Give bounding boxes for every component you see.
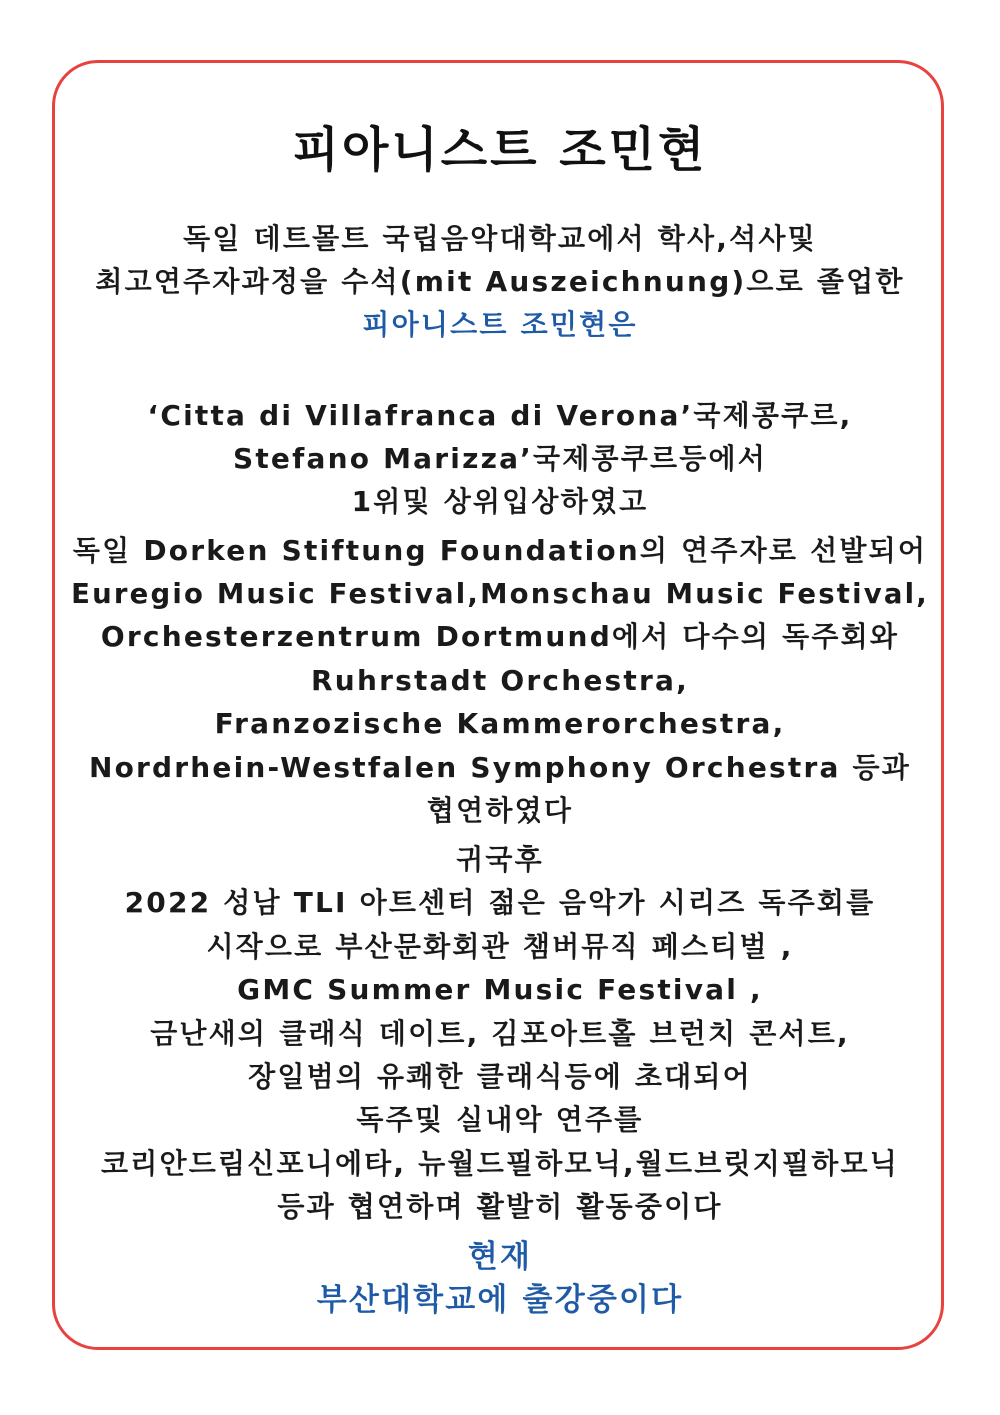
germany-line-4: Ruhrstadt Orchestra,	[311, 664, 689, 697]
current-line-1: 현재	[467, 1239, 533, 1275]
intro-line-1: 독일 데트몰트 국립음악대학교에서 학사,석사및	[183, 222, 817, 255]
competition-line-1: ‘Citta di Villafranca di Verona’국제콩쿠르,	[147, 399, 853, 432]
germany-line-7: 협연하였다	[426, 794, 574, 827]
korea-line-3: 시작으로 부산문화회관 챔버뮤직 페스티벌 ,	[206, 930, 794, 963]
korea-line-4: GMC Summer Music Festival ,	[237, 973, 763, 1006]
korea-line-6: 장일범의 유쾌한 클래식등에 초대되어	[248, 1060, 752, 1093]
germany-line-1: 독일 Dorken Stiftung Foundation의 연주자로 선발되어	[72, 534, 928, 567]
competition-line-3: 1위및 상위입상하였고	[351, 485, 649, 518]
korea-line-1: 귀국후	[456, 843, 544, 876]
germany-line-6: Nordrhein-Westfalen Symphony Orchestra 등과	[88, 751, 912, 784]
germany-line-2: Euregio Music Festival,Monschau Music Festival,	[71, 578, 929, 610]
korea-line-8: 코리안드림신포니에타, 뉴월드필하모닉,월드브릿지필하모닉	[100, 1147, 900, 1180]
competition-line-2: Stefano Marizza’국제콩쿠르등에서	[232, 442, 767, 475]
current-line-2: 부산대학교에 출강중이다	[316, 1282, 684, 1318]
germany-line-5: Franzozische Kammerorchestra,	[214, 707, 786, 740]
intro-line-2: 최고연주자과정을 수석(mit Auszeichnung)으로 졸업한	[95, 265, 905, 298]
intro-highlight: 피아니스트 조민현은	[362, 308, 638, 341]
korea-line-2: 2022 성남 TLI 아트센터 젊은 음악가 시리즈 독주회를	[124, 886, 876, 919]
korea-line-7: 독주및 실내악 연주를	[356, 1103, 644, 1136]
germany-line-3: Orchesterzentrum Dortmund에서 다수의 독주회와	[100, 620, 900, 653]
page-title: 피아니스트 조민현	[292, 122, 708, 178]
korea-line-5: 금난새의 클래식 데이트, 김포아트홀 브런치 콘서트,	[150, 1017, 850, 1050]
korea-line-9: 등과 협연하며 활발히 활동중이다	[277, 1190, 723, 1223]
